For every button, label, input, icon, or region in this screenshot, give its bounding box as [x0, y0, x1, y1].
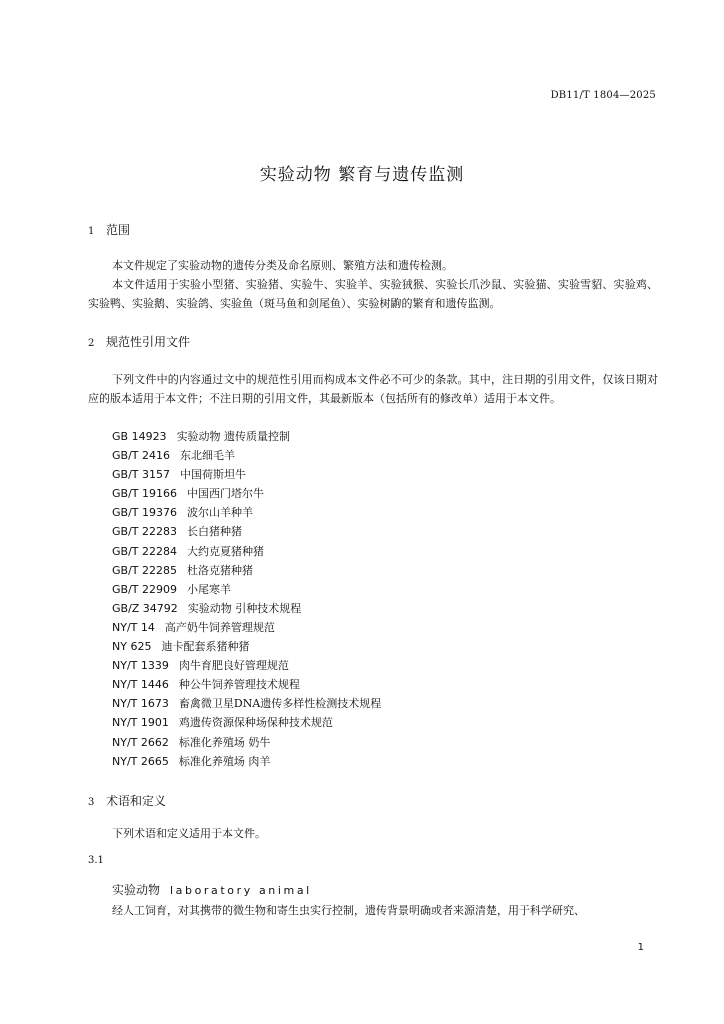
reference-item: [112, 561, 381, 580]
reference-code: GB/T 22285: [112, 563, 177, 577]
reference-name: 长白猪种猪: [187, 525, 242, 539]
document-code: DB11/T 1804—2025: [550, 90, 656, 101]
reference-list: [112, 427, 381, 771]
reference-name: 实验动物 遗传质量控制: [176, 430, 291, 443]
reference-code: GB/T 19166: [112, 487, 177, 501]
reference-item: [112, 446, 381, 465]
reference-item: [112, 618, 381, 637]
reference-code: NY 625: [112, 640, 152, 654]
reference-code: GB/T 22283: [112, 525, 177, 539]
section-1-heading: [88, 221, 130, 238]
section-2-title: 规范性引用文件: [106, 335, 191, 349]
reference-code: GB/T 22284: [112, 544, 177, 558]
reference-item: [112, 637, 381, 656]
reference-item: [112, 522, 381, 541]
reference-code: NY/T 14: [112, 620, 155, 634]
reference-code: NY/T 2662: [112, 735, 169, 749]
reference-code: GB/T 19376: [112, 506, 177, 520]
reference-name: 东北细毛羊: [180, 449, 235, 463]
reference-name: 实验动物 引种技术规程: [187, 601, 302, 615]
section-3-title: 术语和定义: [106, 794, 167, 808]
reference-item: [112, 599, 381, 618]
reference-item: [112, 484, 381, 503]
term-entry: [112, 881, 312, 898]
reference-item: [112, 752, 381, 771]
section-1-title: 范围: [106, 223, 131, 237]
reference-name: 标准化养殖场 肉羊: [178, 754, 271, 768]
scope-paragraph-1: 本文件规定了实验动物的遗传分类及命名原则、繁殖方法和遗传检测。: [112, 259, 453, 272]
reference-name: 小尾寒羊: [187, 582, 231, 596]
reference-name: 种公牛饲养管理技术规程: [178, 678, 300, 692]
section-1-number: 1: [88, 226, 95, 237]
term-number: 3.1: [88, 855, 104, 866]
reference-name: 鸡遗传资源保种场保种技术规范: [178, 716, 333, 730]
term-chinese: 实验动物: [112, 883, 161, 897]
reference-item: [112, 713, 381, 732]
reference-item: [112, 465, 381, 484]
page-number: 1: [637, 942, 644, 953]
reference-name: 标准化养殖场 奶牛: [178, 735, 271, 749]
reference-name: 迪卡配套系猪种猪: [161, 640, 250, 654]
reference-code: GB/Z 34792: [112, 601, 178, 615]
term-definition: 经人工饲育，对其携带的微生物和寄生虫实行控制，遗传背景明确或者来源清楚，用于科学研究、: [112, 904, 585, 917]
section-3-number: 3: [88, 797, 95, 808]
terms-intro: 下列术语和定义适用于本文件。: [112, 827, 266, 840]
reference-item: [112, 675, 381, 694]
reference-code: NY/T 1446: [112, 678, 169, 692]
reference-name: 畜禽微卫星DNA遗传多样性检测技术规程: [178, 697, 382, 711]
term-english: laboratory animal: [170, 884, 312, 897]
section-3-heading: [88, 792, 166, 809]
reference-name: 肉牛育肥良好管理规范: [178, 659, 289, 673]
reference-code: GB/T 22909: [112, 582, 177, 596]
reference-item: [112, 427, 381, 446]
document-title: 实验动物 繁育与遗传监测: [259, 165, 465, 185]
reference-item: [112, 694, 381, 713]
reference-name: 中国荷斯坦牛: [180, 468, 246, 482]
reference-item: [112, 542, 381, 561]
reference-name: 大约克夏猪种猪: [187, 544, 264, 558]
reference-code: GB/T 2416: [112, 449, 170, 463]
reference-code: NY/T 2665: [112, 754, 169, 768]
section-2-heading: [88, 333, 190, 350]
section-2-number: 2: [88, 338, 95, 349]
reference-name: 波尔山羊种羊: [187, 506, 253, 520]
reference-name: 中国西门塔尔牛: [187, 487, 264, 501]
reference-name: 高产奶牛饲养管理规范: [164, 620, 275, 634]
references-intro: 下列文件中的内容通过文中的规范性引用而构成本文件必不可少的条款。其中，注日期的引用文件，仅该日期对应的版本适用于本文件；不注日期的引用文件，其最新版本（包括所有的修改单）适用于本文件。: [88, 373, 658, 405]
reference-code: NY/T 1673: [112, 697, 169, 711]
reference-item: [112, 580, 381, 599]
reference-code: NY/T 1901: [112, 716, 169, 730]
reference-code: NY/T 1339: [112, 659, 169, 673]
reference-item: [112, 733, 381, 752]
reference-code: GB 14923: [112, 430, 167, 443]
reference-item: [112, 656, 381, 675]
scope-paragraph-2: 本文件适用于实验小型猪、实验猪、实验牛、实验羊、实验狨猴、实验长爪沙鼠、实验猫、实验雪貂、实验鸡、实验鸭、实验鹅、实验鸽、实验鱼（斑马鱼和剑尾鱼）、实验树鼩的繁育和遗传监测。: [88, 278, 658, 310]
reference-name: 杜洛克猪种猪: [187, 563, 253, 577]
reference-item: [112, 503, 381, 522]
reference-code: GB/T 3157: [112, 468, 170, 482]
